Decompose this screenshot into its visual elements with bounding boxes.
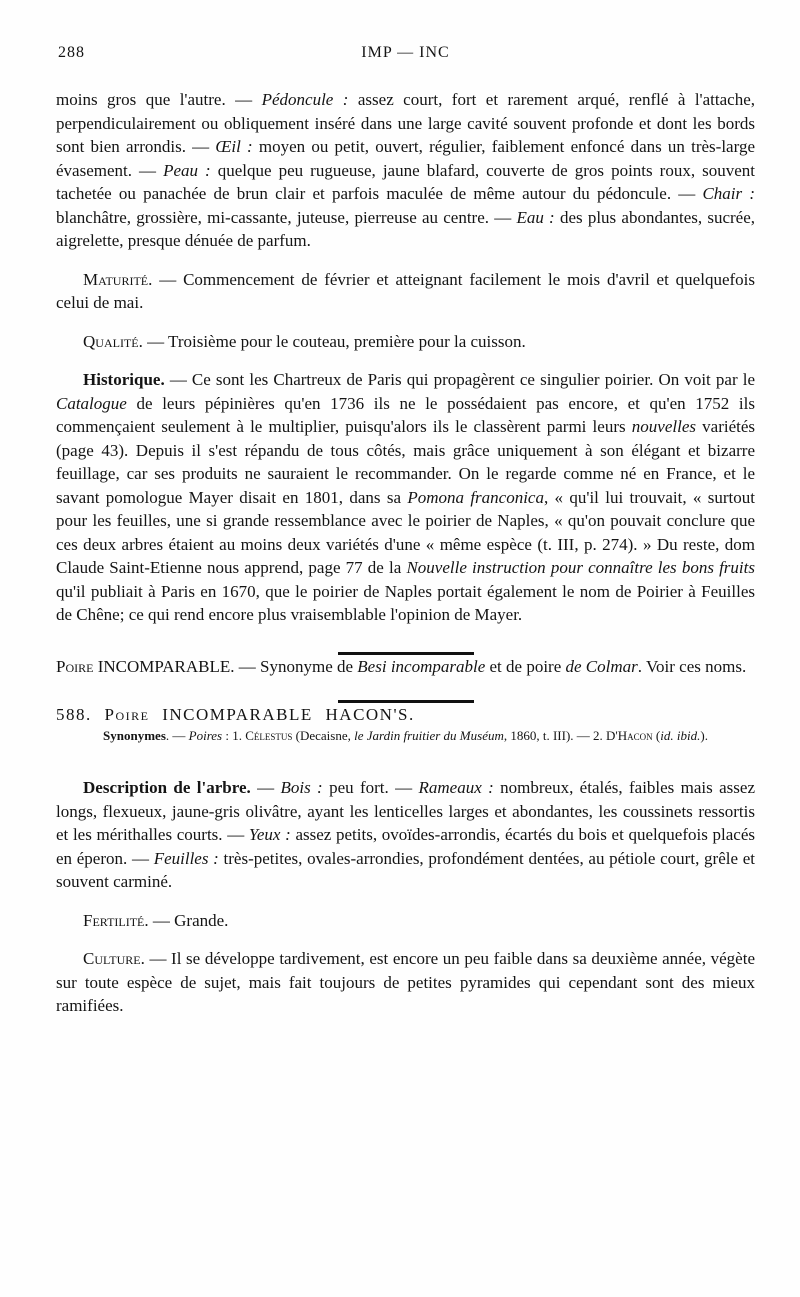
fertilite-paragraph: Fertilité. — Grande. [83,910,229,930]
article-heading: 588. Poire INCOMPARABLE HACON'S. [56,705,415,724]
page-number: 288 [58,44,85,61]
page-body [56,88,755,1018]
fruit-description-continuation-paragraph: moins gros que l'autre. — Pédoncule : assez court, fort et rarement arqué, renflé à l'attache, perpendiculairement ou obliquement inséré dans une large cavité souvent profonde et dont les bords sont bien arrondis. — Œil : moyen ou petit, ouvert, régulier, faiblement enfoncé dans un très-large évasement. — Peau : quelque peu rugueuse, jaune blafard, couverte de gros points roux, souvent tachetée ou panachée de brun clair et parfois maculée de même autour du pédoncule. — Chair : blanchâtre, grossière, mi-cassante, juteuse, pierreuse au centre. — Eau : des plus abondantes, sucrée, aigrelette, presque dénuée de parfum. [56,90,756,250]
culture-paragraph: Culture. — Il se développe tardivement, est encore un peu faible dans sa deuxième année, végète sur toute espèce de sujet, mais fait toujours de petites pyramides qui cependant sont des mieux ramifiées. [56,949,755,1015]
maturite-paragraph: Maturité. — Commencement de février et atteignant facilement le mois d'avril et quelquefois celui de mai. [56,269,755,312]
cross-reference-entry: Poire INCOMPARABLE. — Synonyme de Besi incomparable et de poire de Colmar. Voir ces noms. [56,656,747,676]
qualite-paragraph: Qualité. — Troisième pour le couteau, première pour la cuisson. [83,331,526,351]
running-header [56,44,755,64]
running-header-title: IMP — INC [361,44,450,61]
synonymes-paragraph: Synonymes. — Poires : 1. Célestus (Decaisne, le Jardin fruitier du Muséum, 1860, t. III). — 2. D'Hacon (id. ibid.). [103,727,708,743]
historique-paragraph: Historique. — Ce sont les Chartreux de Paris qui propagèrent ce singulier poirier. On voit par le Catalogue de leurs pépinières qu'en 1736 ils ne le possédaient pas encore, et qu'en 1752 ils commençaient seulement à le multiplier, puisqu'alors ils le classèrent parmi leurs nouvelles variétés (page 43). Depuis il s'est répandu de tous côtés, mais grâce uniquement à son élégant et bizarre feuillage, car ses produits ne sauraient le recommander. On le regarde comme né en France, et le savant pomologue Mayer disait en 1801, dans sa Pomona franconica, « qu'il lui trouvait, « surtout pour les feuilles, une si grande ressemblance avec le poirier de Naples, « qu'on pouvait conclure que ces deux arbres étaient au moins deux variétés d'une « même espèce (t. III, p. 274). » Du reste, dom Claude Saint-Etienne nous apprend, page 77 de la Nouvelle instruction pour connaître les bons fruits qu'il publiait à Paris en 1670, que le poirier de Naples portait également le nom de Poirier à Feuilles de Chêne; ce qui rend encore plus vraisemblable l'opinion de Mayer. [56,370,756,624]
description-arbre-paragraph: Description de l'arbre. — Bois : peu fort. — Rameaux : nombreux, étalés, faibles mais assez longs, flexueux, jaune-gris olivâtre, ayant les lenticelles larges et abondantes, les coussinets ressortis et les mérithalles courts. — Yeux : assez petits, ovoïdes-arrondis, écartés du bois et quelquefois placés en éperon. — Feuilles : très-petites, ovales-arrondies, profondément dentées, au pétiole court, grêle et souvent carminé. [56,778,755,891]
